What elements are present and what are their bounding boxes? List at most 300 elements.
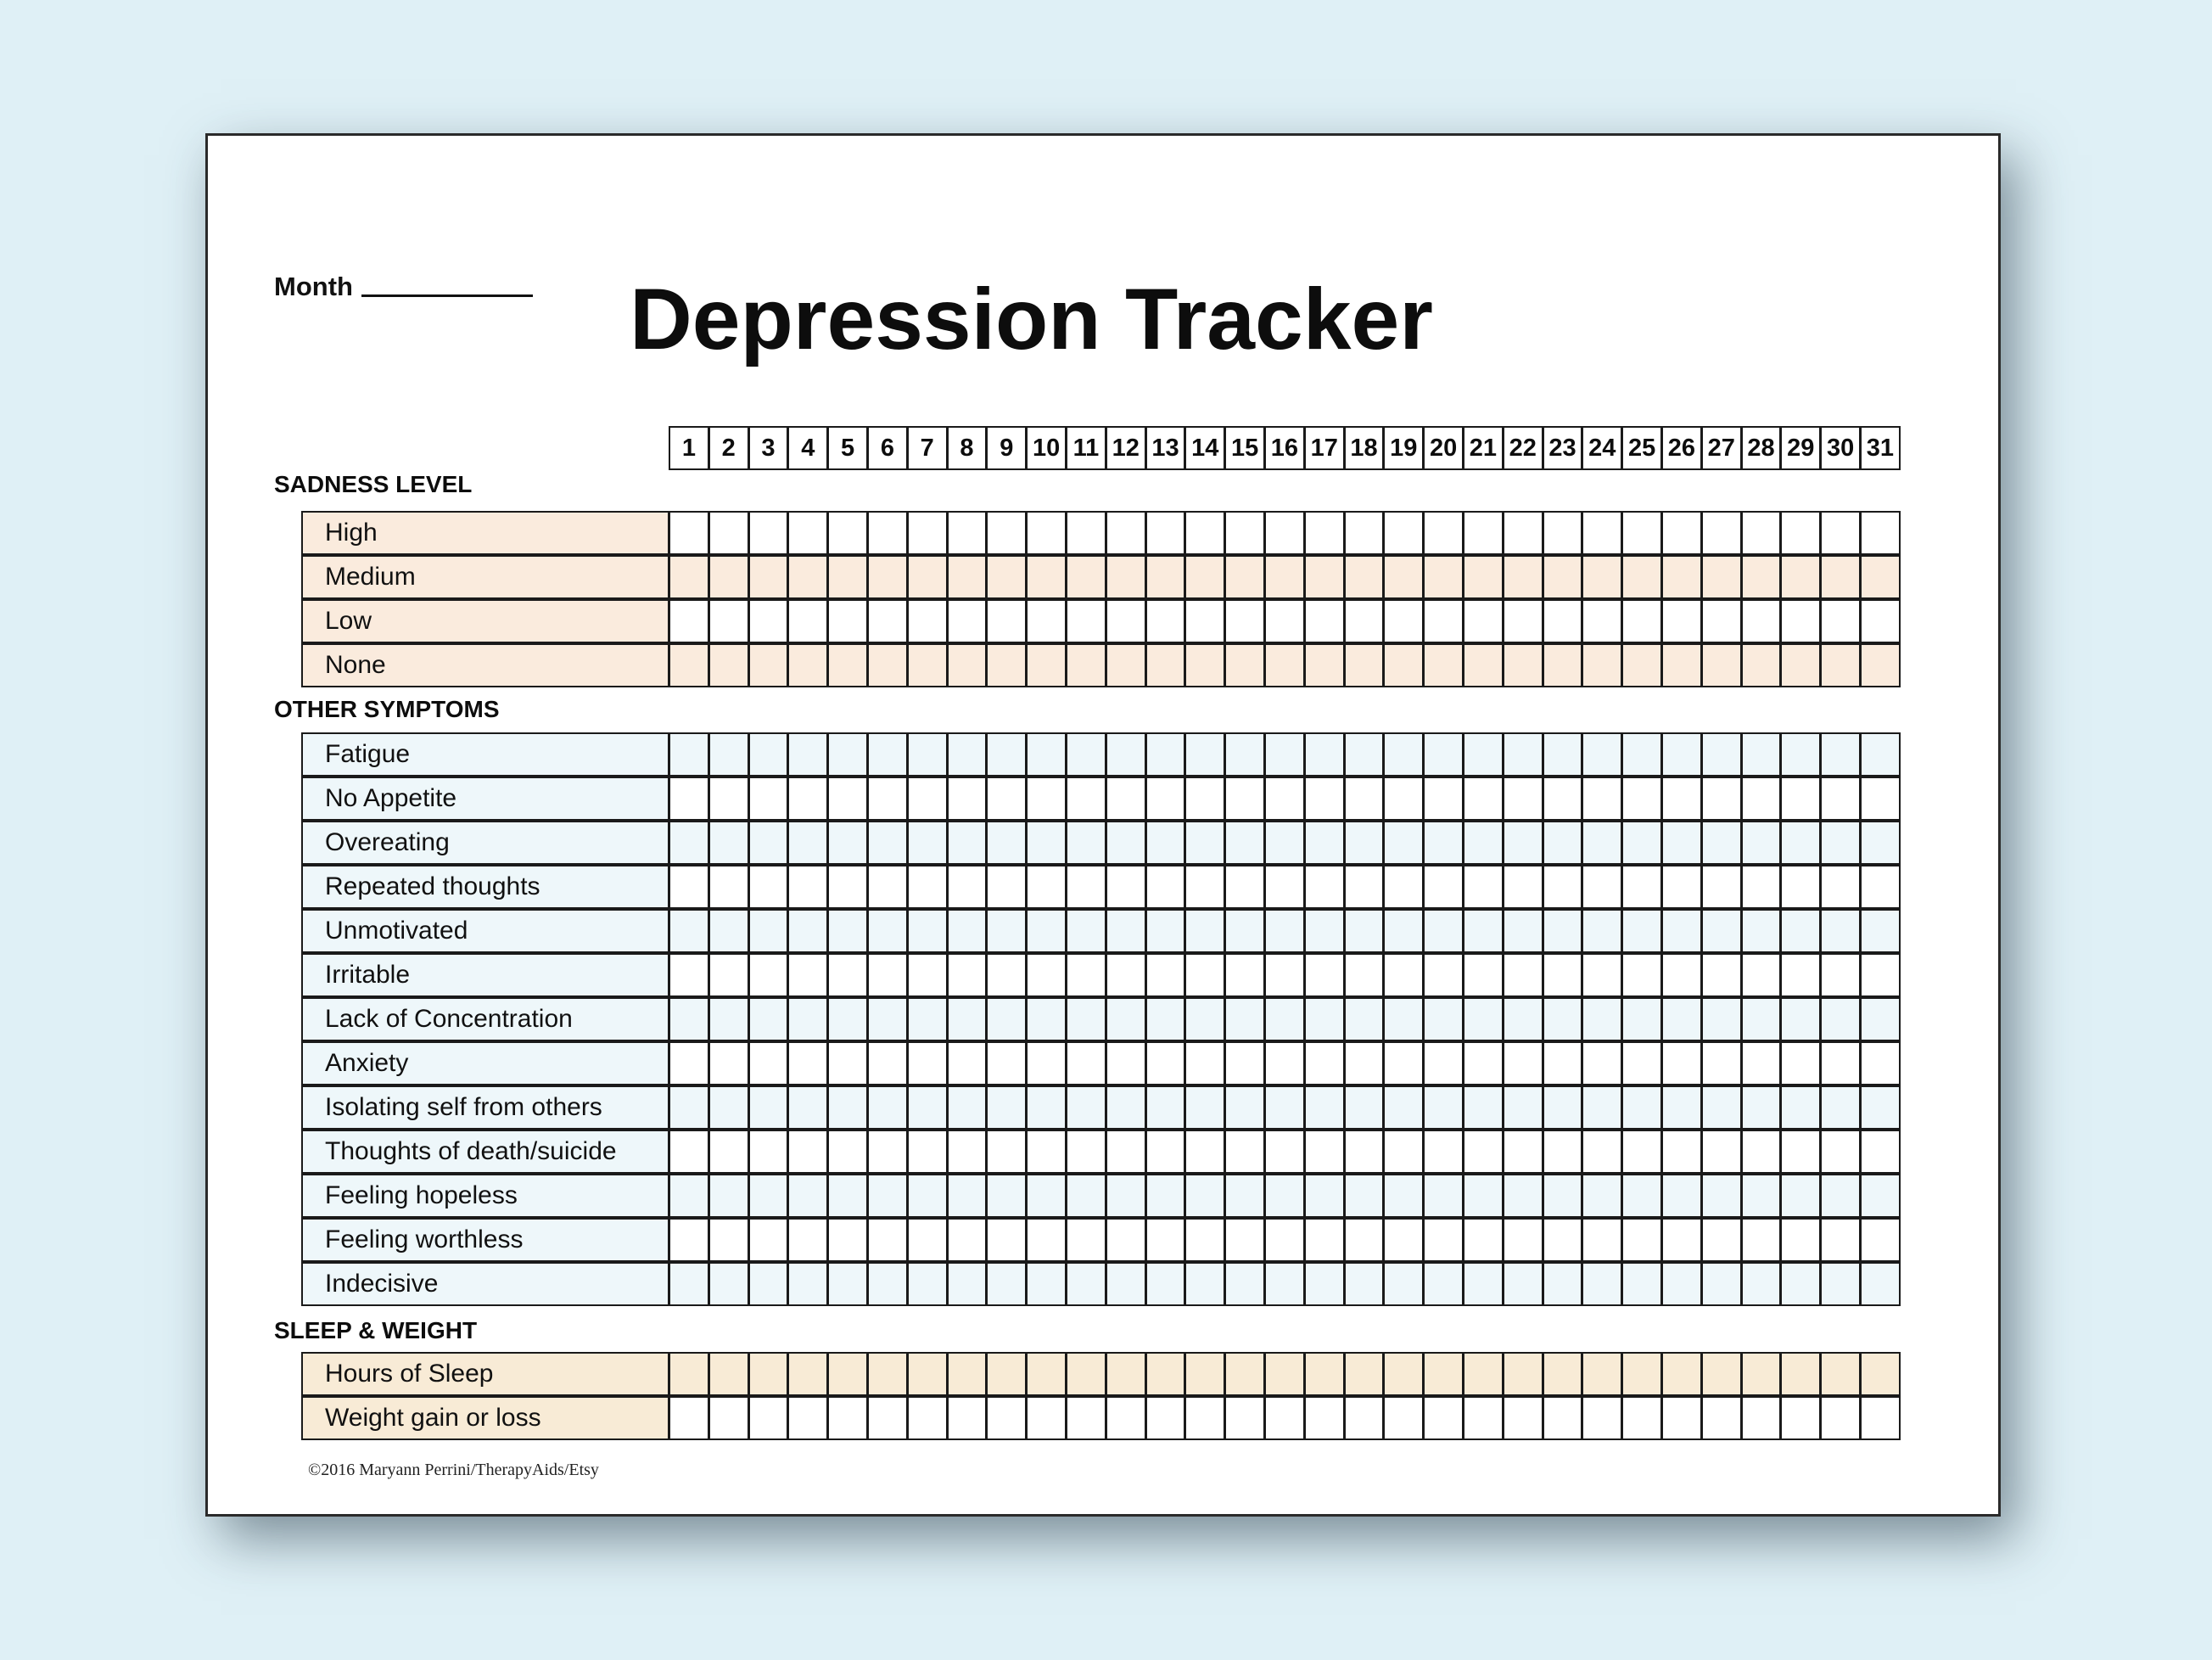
day-cell[interactable] <box>1741 953 1782 997</box>
day-cell[interactable] <box>986 1352 1027 1396</box>
day-cell[interactable] <box>1423 1262 1464 1306</box>
day-cell[interactable] <box>1106 953 1146 997</box>
day-cell[interactable] <box>1304 599 1345 643</box>
day-cell[interactable] <box>1145 997 1186 1041</box>
day-cell[interactable] <box>1184 1218 1225 1262</box>
day-cell[interactable] <box>1701 909 1742 953</box>
day-cell[interactable] <box>1463 555 1504 599</box>
day-cell[interactable] <box>827 1085 868 1130</box>
day-cell[interactable] <box>1780 953 1821 997</box>
day-cell[interactable] <box>947 1262 988 1306</box>
day-cell[interactable] <box>1621 1218 1662 1262</box>
day-cell[interactable] <box>1621 953 1662 997</box>
day-cell[interactable] <box>1184 1352 1225 1396</box>
day-cell[interactable] <box>1423 953 1464 997</box>
day-cell[interactable] <box>1066 821 1106 865</box>
day-cell[interactable] <box>1621 997 1662 1041</box>
day-cell[interactable] <box>787 643 828 687</box>
day-cell[interactable] <box>827 1352 868 1396</box>
day-cell[interactable] <box>708 1130 749 1174</box>
day-cell[interactable] <box>1582 1352 1622 1396</box>
day-cell[interactable] <box>1780 732 1821 777</box>
day-cell[interactable] <box>1503 1174 1543 1218</box>
day-cell[interactable] <box>1860 997 1901 1041</box>
day-cell[interactable] <box>1661 511 1702 555</box>
day-cell[interactable] <box>748 1396 789 1440</box>
day-cell[interactable] <box>1026 865 1067 909</box>
day-cell[interactable] <box>1304 1396 1345 1440</box>
day-cell[interactable] <box>1701 865 1742 909</box>
day-cell[interactable] <box>1463 997 1504 1041</box>
day-cell[interactable] <box>1423 865 1464 909</box>
day-cell[interactable] <box>1344 599 1385 643</box>
day-cell[interactable] <box>1701 1130 1742 1174</box>
day-cell[interactable] <box>1304 777 1345 821</box>
day-cell[interactable] <box>787 1262 828 1306</box>
day-cell[interactable] <box>947 997 988 1041</box>
day-cell[interactable] <box>827 953 868 997</box>
day-cell[interactable] <box>787 997 828 1041</box>
day-cell[interactable] <box>1503 953 1543 997</box>
day-cell[interactable] <box>1264 865 1305 909</box>
day-cell[interactable] <box>1463 1262 1504 1306</box>
day-cell[interactable] <box>1820 953 1861 997</box>
day-cell[interactable] <box>1860 953 1901 997</box>
day-cell[interactable] <box>1423 997 1464 1041</box>
day-cell[interactable] <box>1503 1041 1543 1085</box>
day-cell[interactable] <box>986 777 1027 821</box>
day-cell[interactable] <box>1066 1041 1106 1085</box>
day-cell[interactable] <box>748 909 789 953</box>
day-cell[interactable] <box>1780 1130 1821 1174</box>
day-cell[interactable] <box>1621 821 1662 865</box>
day-cell[interactable] <box>708 1396 749 1440</box>
day-cell[interactable] <box>1264 953 1305 997</box>
day-cell[interactable] <box>669 732 709 777</box>
day-cell[interactable] <box>1106 865 1146 909</box>
day-cell[interactable] <box>708 865 749 909</box>
day-cell[interactable] <box>1184 1174 1225 1218</box>
day-cell[interactable] <box>748 997 789 1041</box>
day-cell[interactable] <box>1066 1396 1106 1440</box>
day-cell[interactable] <box>1344 865 1385 909</box>
day-cell[interactable] <box>1344 821 1385 865</box>
day-cell[interactable] <box>1582 997 1622 1041</box>
day-cell[interactable] <box>1503 732 1543 777</box>
day-cell[interactable] <box>1661 732 1702 777</box>
day-cell[interactable] <box>1383 1041 1424 1085</box>
day-cell[interactable] <box>1621 511 1662 555</box>
day-cell[interactable] <box>1503 821 1543 865</box>
day-cell[interactable] <box>1383 1262 1424 1306</box>
day-cell[interactable] <box>1106 1218 1146 1262</box>
day-cell[interactable] <box>787 1130 828 1174</box>
day-cell[interactable] <box>1582 599 1622 643</box>
day-cell[interactable] <box>1463 1396 1504 1440</box>
day-cell[interactable] <box>1741 511 1782 555</box>
day-cell[interactable] <box>787 511 828 555</box>
day-cell[interactable] <box>1066 865 1106 909</box>
day-cell[interactable] <box>1661 865 1702 909</box>
day-cell[interactable] <box>1184 732 1225 777</box>
day-cell[interactable] <box>748 511 789 555</box>
day-cell[interactable] <box>1224 1041 1265 1085</box>
day-cell[interactable] <box>1383 732 1424 777</box>
day-cell[interactable] <box>1741 599 1782 643</box>
day-cell[interactable] <box>669 1130 709 1174</box>
day-cell[interactable] <box>827 1396 868 1440</box>
day-cell[interactable] <box>1701 1262 1742 1306</box>
day-cell[interactable] <box>907 555 948 599</box>
day-cell[interactable] <box>748 1130 789 1174</box>
day-cell[interactable] <box>1741 865 1782 909</box>
day-cell[interactable] <box>1026 1352 1067 1396</box>
day-cell[interactable] <box>1383 865 1424 909</box>
day-cell[interactable] <box>1264 643 1305 687</box>
day-cell[interactable] <box>1145 777 1186 821</box>
day-cell[interactable] <box>1106 732 1146 777</box>
day-cell[interactable] <box>1661 1352 1702 1396</box>
day-cell[interactable] <box>1423 1174 1464 1218</box>
day-cell[interactable] <box>708 511 749 555</box>
day-cell[interactable] <box>1224 909 1265 953</box>
day-cell[interactable] <box>947 1130 988 1174</box>
day-cell[interactable] <box>1224 732 1265 777</box>
day-cell[interactable] <box>1224 1218 1265 1262</box>
day-cell[interactable] <box>1741 1041 1782 1085</box>
day-cell[interactable] <box>947 1218 988 1262</box>
day-cell[interactable] <box>1463 865 1504 909</box>
day-cell[interactable] <box>907 997 948 1041</box>
day-cell[interactable] <box>867 1041 908 1085</box>
day-cell[interactable] <box>1145 1085 1186 1130</box>
day-cell[interactable] <box>669 1262 709 1306</box>
day-cell[interactable] <box>947 909 988 953</box>
day-cell[interactable] <box>1701 1174 1742 1218</box>
day-cell[interactable] <box>1264 1396 1305 1440</box>
day-cell[interactable] <box>1423 1396 1464 1440</box>
day-cell[interactable] <box>1304 555 1345 599</box>
day-cell[interactable] <box>1066 732 1106 777</box>
day-cell[interactable] <box>1106 997 1146 1041</box>
day-cell[interactable] <box>1820 777 1861 821</box>
day-cell[interactable] <box>1264 777 1305 821</box>
day-cell[interactable] <box>1304 865 1345 909</box>
day-cell[interactable] <box>1145 732 1186 777</box>
day-cell[interactable] <box>787 1396 828 1440</box>
day-cell[interactable] <box>827 997 868 1041</box>
day-cell[interactable] <box>1860 732 1901 777</box>
day-cell[interactable] <box>787 821 828 865</box>
day-cell[interactable] <box>787 865 828 909</box>
day-cell[interactable] <box>1820 1041 1861 1085</box>
day-cell[interactable] <box>947 1041 988 1085</box>
day-cell[interactable] <box>708 643 749 687</box>
day-cell[interactable] <box>1621 599 1662 643</box>
day-cell[interactable] <box>1145 599 1186 643</box>
day-cell[interactable] <box>1423 1085 1464 1130</box>
day-cell[interactable] <box>1582 511 1622 555</box>
day-cell[interactable] <box>1503 1218 1543 1262</box>
day-cell[interactable] <box>787 599 828 643</box>
day-cell[interactable] <box>907 599 948 643</box>
day-cell[interactable] <box>907 511 948 555</box>
day-cell[interactable] <box>669 1041 709 1085</box>
day-cell[interactable] <box>947 1352 988 1396</box>
day-cell[interactable] <box>1820 555 1861 599</box>
day-cell[interactable] <box>1264 1041 1305 1085</box>
day-cell[interactable] <box>1423 1218 1464 1262</box>
day-cell[interactable] <box>1860 1396 1901 1440</box>
day-cell[interactable] <box>1621 1262 1662 1306</box>
day-cell[interactable] <box>947 1085 988 1130</box>
day-cell[interactable] <box>1224 777 1265 821</box>
day-cell[interactable] <box>1304 953 1345 997</box>
day-cell[interactable] <box>1423 1041 1464 1085</box>
day-cell[interactable] <box>669 865 709 909</box>
day-cell[interactable] <box>1780 643 1821 687</box>
day-cell[interactable] <box>867 599 908 643</box>
day-cell[interactable] <box>1344 511 1385 555</box>
day-cell[interactable] <box>1344 1041 1385 1085</box>
day-cell[interactable] <box>1860 1262 1901 1306</box>
day-cell[interactable] <box>1543 732 1583 777</box>
day-cell[interactable] <box>867 1262 908 1306</box>
day-cell[interactable] <box>669 1085 709 1130</box>
day-cell[interactable] <box>748 1218 789 1262</box>
day-cell[interactable] <box>1860 1174 1901 1218</box>
day-cell[interactable] <box>748 1352 789 1396</box>
day-cell[interactable] <box>1026 1174 1067 1218</box>
day-cell[interactable] <box>1304 1352 1345 1396</box>
day-cell[interactable] <box>1543 1085 1583 1130</box>
day-cell[interactable] <box>1383 821 1424 865</box>
day-cell[interactable] <box>1145 953 1186 997</box>
day-cell[interactable] <box>1860 909 1901 953</box>
day-cell[interactable] <box>1066 909 1106 953</box>
day-cell[interactable] <box>1344 1352 1385 1396</box>
day-cell[interactable] <box>1661 599 1702 643</box>
day-cell[interactable] <box>1661 1174 1702 1218</box>
day-cell[interactable] <box>1860 865 1901 909</box>
day-cell[interactable] <box>1184 953 1225 997</box>
day-cell[interactable] <box>1026 953 1067 997</box>
day-cell[interactable] <box>1264 732 1305 777</box>
day-cell[interactable] <box>1860 821 1901 865</box>
day-cell[interactable] <box>1184 909 1225 953</box>
day-cell[interactable] <box>1026 1218 1067 1262</box>
day-cell[interactable] <box>1741 1130 1782 1174</box>
day-cell[interactable] <box>1780 1174 1821 1218</box>
day-cell[interactable] <box>1582 643 1622 687</box>
day-cell[interactable] <box>1145 1130 1186 1174</box>
day-cell[interactable] <box>1026 732 1067 777</box>
day-cell[interactable] <box>1661 1396 1702 1440</box>
day-cell[interactable] <box>1820 1085 1861 1130</box>
day-cell[interactable] <box>1661 997 1702 1041</box>
day-cell[interactable] <box>1582 1174 1622 1218</box>
day-cell[interactable] <box>748 643 789 687</box>
day-cell[interactable] <box>1344 732 1385 777</box>
day-cell[interactable] <box>1184 1130 1225 1174</box>
day-cell[interactable] <box>1820 997 1861 1041</box>
day-cell[interactable] <box>1463 821 1504 865</box>
day-cell[interactable] <box>787 1352 828 1396</box>
day-cell[interactable] <box>1184 1041 1225 1085</box>
day-cell[interactable] <box>1423 909 1464 953</box>
day-cell[interactable] <box>1304 1174 1345 1218</box>
day-cell[interactable] <box>1741 555 1782 599</box>
day-cell[interactable] <box>708 1041 749 1085</box>
day-cell[interactable] <box>827 821 868 865</box>
day-cell[interactable] <box>947 511 988 555</box>
day-cell[interactable] <box>1026 909 1067 953</box>
day-cell[interactable] <box>1463 1174 1504 1218</box>
day-cell[interactable] <box>1621 1174 1662 1218</box>
day-cell[interactable] <box>1106 909 1146 953</box>
day-cell[interactable] <box>1741 1396 1782 1440</box>
day-cell[interactable] <box>867 511 908 555</box>
day-cell[interactable] <box>1106 1130 1146 1174</box>
day-cell[interactable] <box>1066 1085 1106 1130</box>
day-cell[interactable] <box>1582 777 1622 821</box>
day-cell[interactable] <box>1106 1352 1146 1396</box>
day-cell[interactable] <box>1264 1130 1305 1174</box>
day-cell[interactable] <box>1026 1041 1067 1085</box>
day-cell[interactable] <box>1780 997 1821 1041</box>
day-cell[interactable] <box>1543 555 1583 599</box>
day-cell[interactable] <box>748 555 789 599</box>
day-cell[interactable] <box>986 1174 1027 1218</box>
day-cell[interactable] <box>1780 1262 1821 1306</box>
day-cell[interactable] <box>1066 1174 1106 1218</box>
day-cell[interactable] <box>986 1130 1027 1174</box>
day-cell[interactable] <box>1145 1174 1186 1218</box>
day-cell[interactable] <box>1224 1396 1265 1440</box>
day-cell[interactable] <box>708 1174 749 1218</box>
day-cell[interactable] <box>1423 1352 1464 1396</box>
day-cell[interactable] <box>1344 1262 1385 1306</box>
day-cell[interactable] <box>1423 555 1464 599</box>
day-cell[interactable] <box>1582 909 1622 953</box>
day-cell[interactable] <box>1503 555 1543 599</box>
day-cell[interactable] <box>1383 909 1424 953</box>
day-cell[interactable] <box>1026 511 1067 555</box>
day-cell[interactable] <box>1224 643 1265 687</box>
day-cell[interactable] <box>986 821 1027 865</box>
day-cell[interactable] <box>748 1262 789 1306</box>
day-cell[interactable] <box>1701 997 1742 1041</box>
day-cell[interactable] <box>1621 865 1662 909</box>
day-cell[interactable] <box>867 777 908 821</box>
day-cell[interactable] <box>1066 1218 1106 1262</box>
day-cell[interactable] <box>1184 643 1225 687</box>
day-cell[interactable] <box>1184 997 1225 1041</box>
day-cell[interactable] <box>986 511 1027 555</box>
day-cell[interactable] <box>1543 953 1583 997</box>
day-cell[interactable] <box>1344 643 1385 687</box>
day-cell[interactable] <box>947 777 988 821</box>
day-cell[interactable] <box>1741 821 1782 865</box>
day-cell[interactable] <box>1503 997 1543 1041</box>
day-cell[interactable] <box>867 997 908 1041</box>
day-cell[interactable] <box>1026 643 1067 687</box>
day-cell[interactable] <box>1582 555 1622 599</box>
day-cell[interactable] <box>708 953 749 997</box>
day-cell[interactable] <box>1224 865 1265 909</box>
day-cell[interactable] <box>907 1396 948 1440</box>
day-cell[interactable] <box>1503 909 1543 953</box>
day-cell[interactable] <box>1106 643 1146 687</box>
day-cell[interactable] <box>1701 732 1742 777</box>
day-cell[interactable] <box>1145 643 1186 687</box>
day-cell[interactable] <box>1264 1218 1305 1262</box>
day-cell[interactable] <box>986 732 1027 777</box>
day-cell[interactable] <box>1463 1085 1504 1130</box>
day-cell[interactable] <box>1820 1174 1861 1218</box>
day-cell[interactable] <box>787 732 828 777</box>
day-cell[interactable] <box>947 953 988 997</box>
day-cell[interactable] <box>986 555 1027 599</box>
day-cell[interactable] <box>1741 997 1782 1041</box>
day-cell[interactable] <box>867 909 908 953</box>
day-cell[interactable] <box>1543 1352 1583 1396</box>
day-cell[interactable] <box>1543 1174 1583 1218</box>
day-cell[interactable] <box>1463 732 1504 777</box>
day-cell[interactable] <box>867 1174 908 1218</box>
day-cell[interactable] <box>1264 821 1305 865</box>
day-cell[interactable] <box>1820 1262 1861 1306</box>
day-cell[interactable] <box>669 909 709 953</box>
day-cell[interactable] <box>1661 1085 1702 1130</box>
day-cell[interactable] <box>1344 1218 1385 1262</box>
day-cell[interactable] <box>1463 1130 1504 1174</box>
day-cell[interactable] <box>1820 1130 1861 1174</box>
day-cell[interactable] <box>907 953 948 997</box>
day-cell[interactable] <box>1582 1085 1622 1130</box>
day-cell[interactable] <box>867 1218 908 1262</box>
day-cell[interactable] <box>1621 1352 1662 1396</box>
day-cell[interactable] <box>986 1085 1027 1130</box>
day-cell[interactable] <box>1264 997 1305 1041</box>
day-cell[interactable] <box>1701 511 1742 555</box>
day-cell[interactable] <box>1543 777 1583 821</box>
day-cell[interactable] <box>1780 865 1821 909</box>
day-cell[interactable] <box>1184 1262 1225 1306</box>
day-cell[interactable] <box>1224 555 1265 599</box>
day-cell[interactable] <box>1106 821 1146 865</box>
day-cell[interactable] <box>708 1085 749 1130</box>
day-cell[interactable] <box>1224 599 1265 643</box>
day-cell[interactable] <box>787 555 828 599</box>
day-cell[interactable] <box>827 1262 868 1306</box>
day-cell[interactable] <box>1304 1130 1345 1174</box>
day-cell[interactable] <box>867 1085 908 1130</box>
day-cell[interactable] <box>1066 555 1106 599</box>
day-cell[interactable] <box>1106 1041 1146 1085</box>
day-cell[interactable] <box>1026 1130 1067 1174</box>
day-cell[interactable] <box>1543 1130 1583 1174</box>
day-cell[interactable] <box>1423 1130 1464 1174</box>
day-cell[interactable] <box>1264 1085 1305 1130</box>
day-cell[interactable] <box>1066 1262 1106 1306</box>
day-cell[interactable] <box>1344 953 1385 997</box>
day-cell[interactable] <box>1106 777 1146 821</box>
day-cell[interactable] <box>1582 732 1622 777</box>
day-cell[interactable] <box>1344 777 1385 821</box>
day-cell[interactable] <box>1741 909 1782 953</box>
day-cell[interactable] <box>1582 1396 1622 1440</box>
